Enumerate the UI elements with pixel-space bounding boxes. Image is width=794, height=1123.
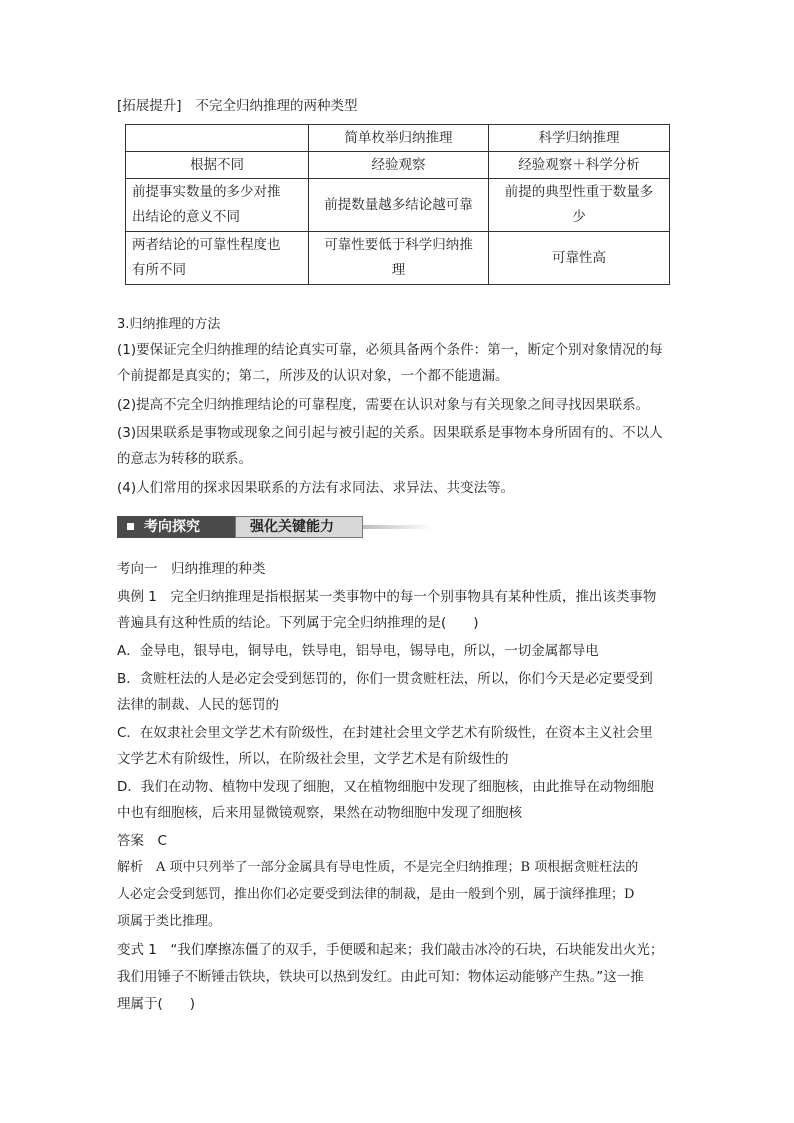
- table-header-cell: [126, 125, 309, 152]
- option-a: A．金导电，银导电，铜导电，铁导电，铝导电，锡导电，所以，一切金属都导电: [117, 643, 599, 659]
- option-b-line: B．贪赃枉法的人是必定会受到惩罚的，你们一贯贪赃枉法，所以，你们今天是必定要受到: [117, 671, 653, 687]
- table-cell-simple: 可靠性要低于科学归纳推 理: [309, 232, 489, 285]
- variant-line: 变式 1 “我们摩擦冻僵了的双手，手便暖和起来；我们敲击冰冷的石块，石块能发出火光；: [117, 942, 664, 958]
- table-cell-label: 根据不同: [126, 152, 309, 179]
- table-header-row: [126, 125, 670, 152]
- methods-paragraph-line: 的意志为转移的联系。: [117, 451, 252, 467]
- methods-heading: 3.归纳推理的方法: [117, 317, 221, 332]
- banner-light-label: 强化关键能力: [235, 516, 363, 538]
- option-d-line: D．我们在动物、植物中发现了细胞，又在植物细胞中发现了细胞核，由此推导在动物细胞: [117, 779, 654, 795]
- table-cell-label: 前提事实数量的多少对推 出结论的意义不同: [126, 179, 309, 232]
- example-stem-line: 普遍具有这种性质的结论。下列属于完全归纳推理的是( ): [117, 615, 479, 631]
- methods-paragraph-line: 个前提都是真实的；第二，所涉及的认识对象，一个都不能遗漏。: [117, 368, 509, 384]
- answer: 答案 C: [117, 833, 167, 849]
- table-row: [126, 152, 670, 179]
- table-row: [126, 232, 670, 285]
- table-cell-science: 经验观察＋科学分析: [489, 152, 670, 179]
- section-banner: [117, 516, 433, 538]
- extension-heading: [117, 97, 677, 115]
- extension-title: 不完全归纳推理的两种类型: [195, 98, 358, 114]
- table-cell-simple: 前提数量越多结论越可靠: [309, 179, 489, 232]
- methods-paragraph-line: (3)因果联系是事物或现象之间引起与被引起的关系。因果联系是事物本身所固有的、不以人: [117, 425, 663, 441]
- banner-fade-bar: [363, 525, 433, 529]
- table-cell-label: 两者结论的可靠性程度也 有所不同: [126, 232, 309, 285]
- analysis-line: 人必定会受到惩罚，推出你们必定要受到法律的制裁，是由一般到个别，属于演绎推理；D: [117, 887, 635, 902]
- table-cell-science: 前提的典型性重于数量多 少: [489, 179, 670, 232]
- methods-paragraph-line: (2)提高不完全归纳推理结论的可靠程度，需要在认识对象与有关现象之间寻找因果联系。: [117, 397, 650, 413]
- direction-heading: 考向一 归纳推理的种类: [117, 561, 266, 577]
- table-cell-simple: 经验观察: [309, 152, 489, 179]
- example-stem-line: 典例 1 完全归纳推理是指根据某一类事物中的每一个别事物具有某种性质，推出该类事物: [117, 589, 657, 605]
- comparison-table: [125, 124, 670, 285]
- extension-bracket: [拓展提升]: [117, 98, 182, 114]
- variant-line: 我们用锤子不断锤击铁块，铁块可以热到发红。由此可知：物体运动能够产生热。”这一推: [117, 969, 644, 985]
- variant-line: 理属于( ): [117, 996, 196, 1012]
- option-c-line: C．在奴隶社会里文学艺术有阶级性，在封建社会里文学艺术有阶级性，在资本主义社会里: [117, 725, 653, 741]
- analysis-line: 解析 A 项中只列举了一部分金属具有导电性质，不是完全归纳推理；B 项根据贪赃枉法的: [117, 860, 639, 875]
- methods-paragraph-line: (4)人们常用的探求因果联系的方法有求同法、求异法、共变法等。: [117, 480, 515, 496]
- banner-dark-label: 考向探究: [117, 516, 235, 538]
- analysis-line: 项属于类比推理。: [117, 914, 222, 929]
- table-row: [126, 179, 670, 232]
- table-cell-science: 可靠性高: [489, 232, 670, 285]
- table-header-cell: 科学归纳推理: [489, 125, 670, 152]
- option-b-line: 法律的制裁、人民的惩罚的: [117, 697, 279, 713]
- methods-paragraph-line: (1)要保证完全归纳推理的结论真实可靠，必须具备两个条件：第一，断定个别对象情况的每: [117, 342, 663, 358]
- table-header-cell: 简单枚举归纳推理: [309, 125, 489, 152]
- option-d-line: 中也有细胞核，后来用显微镜观察，果然在动物细胞中发现了细胞核: [117, 805, 522, 821]
- square-icon: [127, 523, 134, 530]
- option-c-line: 文学艺术有阶级性，所以，在阶级社会里，文学艺术是有阶级性的: [117, 751, 509, 767]
